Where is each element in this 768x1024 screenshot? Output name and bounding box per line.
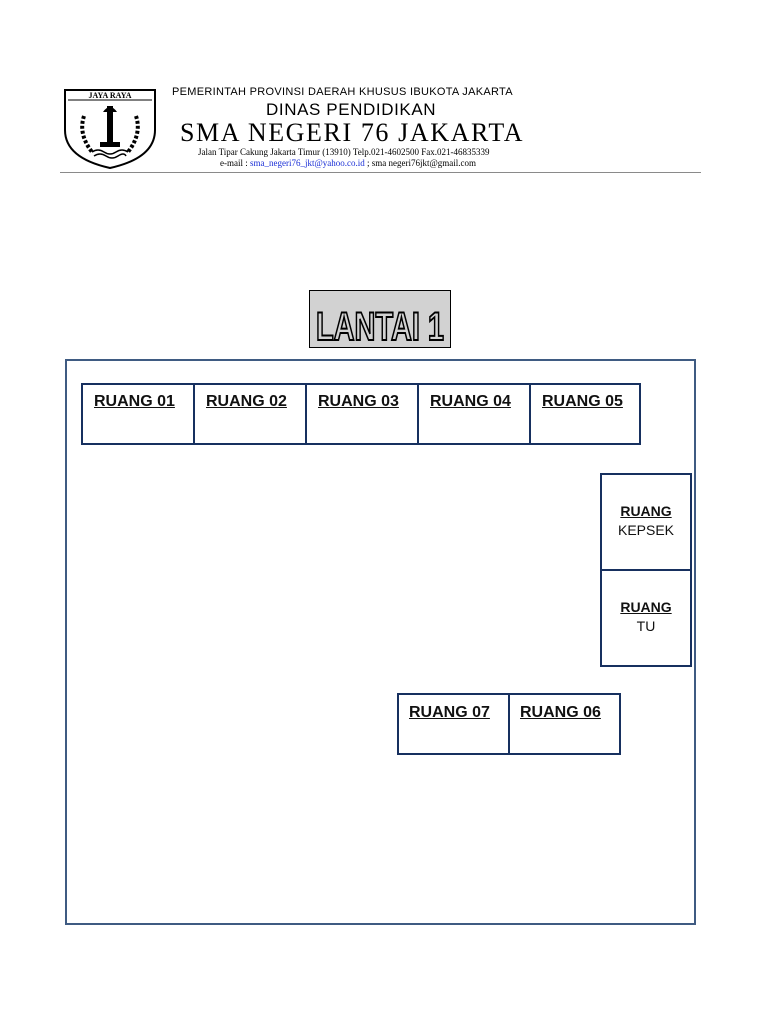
department-line: DINAS PENDIDIKAN	[266, 100, 437, 119]
room-tu-subtitle: TU	[636, 618, 656, 634]
room-07[interactable]	[397, 693, 511, 755]
room-02[interactable]	[193, 383, 307, 445]
room-kepsek-subtitle: KEPSEK	[617, 522, 675, 538]
letterhead	[60, 84, 701, 174]
floor-plan	[65, 359, 696, 925]
room-kepsek-title: RUANG	[620, 503, 672, 519]
room-kepsek[interactable]	[600, 473, 692, 571]
svg-text:LANTAI 1: LANTAI 1	[316, 305, 444, 349]
email-prefix: e-mail :	[220, 158, 248, 168]
letterhead-divider	[60, 172, 701, 173]
room-06-label: RUANG 06	[520, 704, 601, 721]
floor-title-text	[310, 291, 450, 347]
room-01-label: RUANG 01	[94, 393, 175, 410]
emblem-text: JAYA RAYA	[88, 91, 132, 100]
room-05[interactable]	[529, 383, 641, 445]
floor-title	[309, 290, 451, 348]
room-03[interactable]	[305, 383, 419, 445]
room-03-label: RUANG 03	[318, 393, 399, 410]
room-04[interactable]	[417, 383, 531, 445]
address-line: Jalan Tipar Cakung Jakarta Timur (13910) Telp.021-4602500 Fax.021-46835339	[198, 147, 490, 157]
jakarta-emblem-logo	[62, 86, 158, 170]
email-primary-link[interactable]: sma_negeri76_jkt@yahoo.co.id	[250, 158, 365, 168]
room-tu-title: RUANG	[620, 599, 672, 615]
room-01[interactable]	[81, 383, 195, 445]
school-name: SMA NEGERI 76 JAKARTA	[180, 118, 525, 147]
room-07-label: RUANG 07	[409, 704, 490, 721]
room-05-label: RUANG 05	[542, 393, 623, 410]
room-02-label: RUANG 02	[206, 393, 287, 410]
email-line	[220, 158, 476, 168]
email-secondary: ; sma negeri76jkt@gmail.com	[367, 158, 477, 168]
government-line: PEMERINTAH PROVINSI DAERAH KHUSUS IBUKOTA JAKARTA	[172, 86, 513, 98]
room-06[interactable]	[508, 693, 621, 755]
room-04-label: RUANG 04	[430, 393, 511, 410]
room-tu[interactable]	[600, 569, 692, 667]
